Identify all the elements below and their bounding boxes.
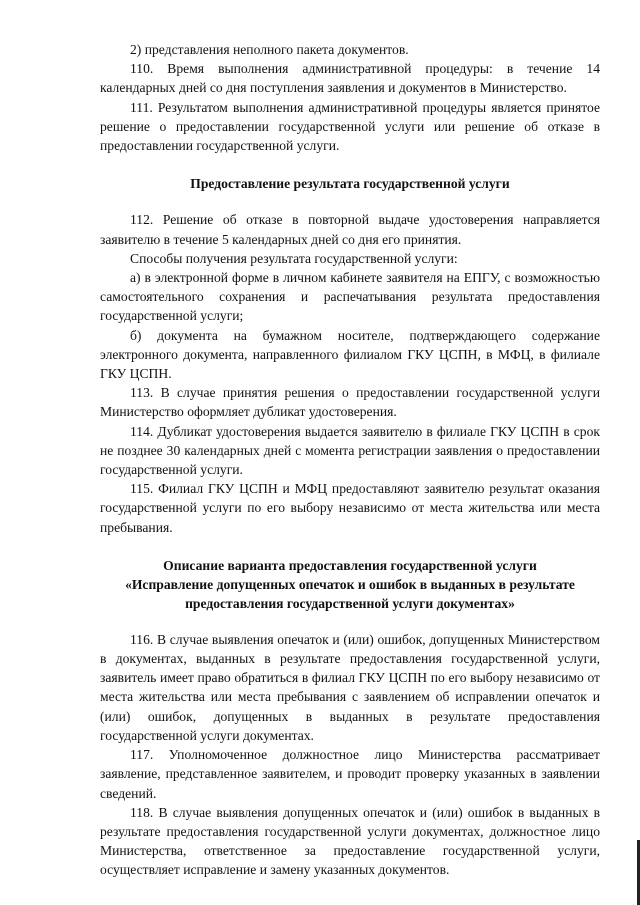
paragraph-methods-intro: Способы получения результата государственной услуги: xyxy=(130,250,458,266)
paragraph-113: 113. В случае принятия решения о предоставлении государственной услуги Министерство оформляет дубликат удостоверения. xyxy=(100,385,600,420)
paragraph-method-a: а) в электронной форме в личном кабинете заявителя на ЕПГУ, с возможностью самостоятельного сохранения и распечатывания результата предоставления государственной услуги; xyxy=(100,270,600,324)
paragraph-112: 112. Решение об отказе в повторной выдаче удостоверения направляется заявителю в течение 5 календарных дней со дня его принятия. xyxy=(100,212,600,247)
paragraph-item-2: 2) представления неполного пакета документов. xyxy=(130,42,409,57)
paragraph-115: 115. Филиал ГКУ ЦСПН и МФЦ предоставляют заявителю результат оказания государственной услуги по его выбору независимо от места жительства или места пребывания. xyxy=(100,481,600,535)
document-body xyxy=(100,40,600,880)
paragraph-117: 117. Уполномоченное должностное лицо Министерства рассматривает заявление, представленное заявителем, и проводит проверку указанных в заявлении сведений. xyxy=(100,747,600,801)
paragraph-110: 110. Время выполнения административной процедуры: в течение 14 календарных дней со дня поступления заявления и документов в Министерство. xyxy=(100,61,600,96)
paragraph-116: 116. В случае выявления опечаток и (или) ошибок, допущенных Министерством в документах, выданных в результате предоставления государственной услуги, заявитель имеет право обратиться в филиал ГКУ ЦСПН по его выбору независимо от места жительства или места пребывания с заявлением об исправлении опечаток и (или) ошибок, допущенных в выданных в результате предоставления государственной услуги документах. xyxy=(100,631,600,743)
section-heading-variant-line-2: «Исправление допущенных опечаток и ошибок в выданных в результате xyxy=(125,576,575,592)
paragraph-118: 118. В случае выявления допущенных опечаток и (или) ошибок в выданных в результате предоставления государственной услуги документах, должностное лицо Министерства, ответственное за предоставление государственной услуги, осуществляет исправление и замену указанных документов. xyxy=(100,804,600,878)
section-heading-variant xyxy=(100,556,600,613)
paragraph-method-b: б) документа на бумажном носителе, подтверждающего содержание электронного документа, направленного филиалом ГКУ ЦСПН, в МФЦ, в филиале ГКУ ЦСПН. xyxy=(100,327,600,382)
section-heading-variant-line-1: Описание варианта предоставления государственной услуги xyxy=(163,557,537,573)
section-heading-result: Предоставление результата государственной услуги xyxy=(190,176,510,192)
paragraph-111: 111. Результатом выполнения административной процедуры является принятое решение о предоставлении государственной услуги или решение об отказе в предоставлении государственной услуги. xyxy=(100,99,600,154)
section-heading-variant-line-3: предоставления государственной услуги документах» xyxy=(185,595,515,611)
paragraph-114: 114. Дубликат удостоверения выдается заявителю в филиале ГКУ ЦСПН в срок не позднее 30 календарных дней с момента регистрации заявления о предоставлении государственной услуги. xyxy=(100,423,600,478)
